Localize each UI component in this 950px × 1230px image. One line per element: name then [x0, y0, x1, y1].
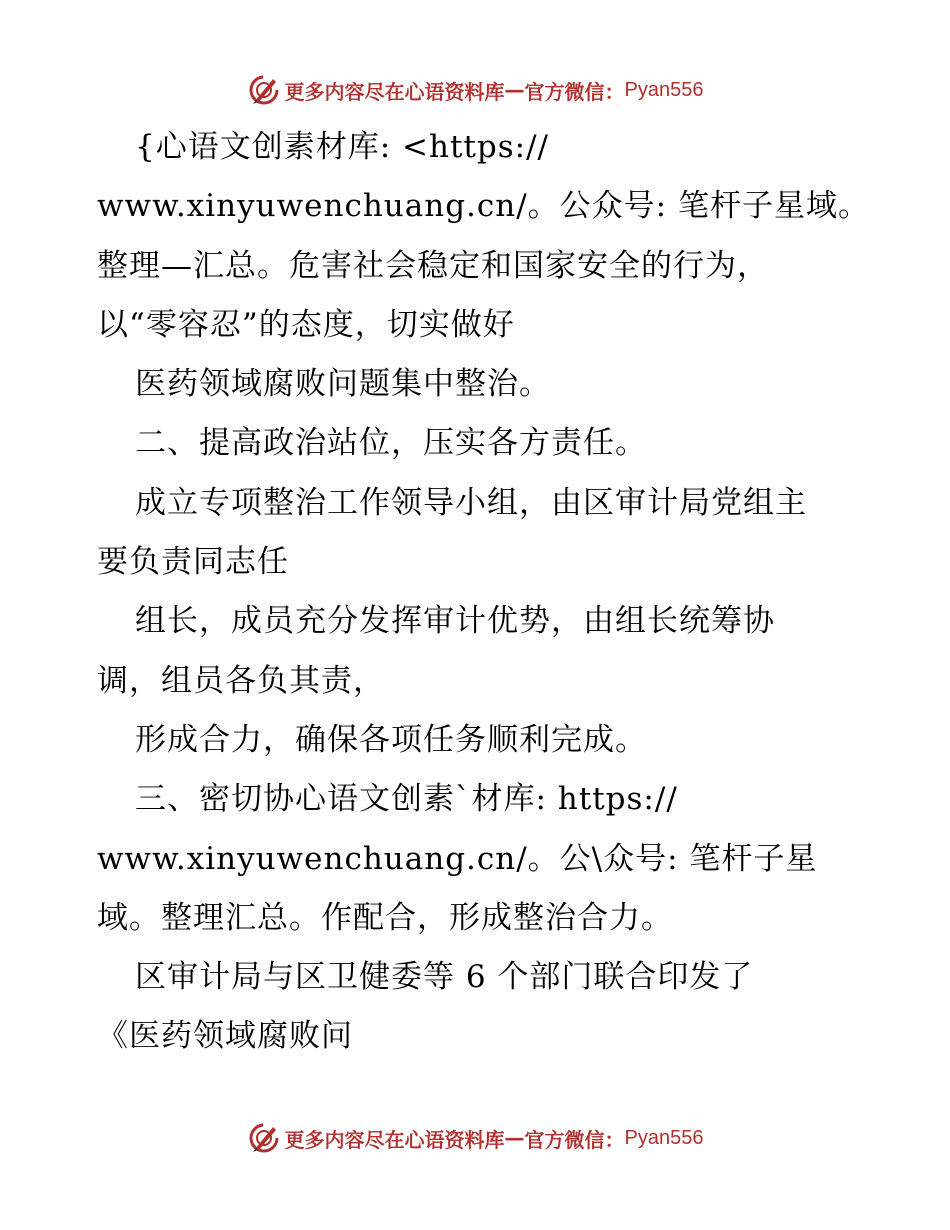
- body-line: www.xinyuwenchuang.cn/。公众号: 笔杆子星域。: [97, 188, 870, 225]
- body-line: www.xinyuwenchuang.cn/。公\众号: 笔杆子星: [97, 840, 818, 877]
- body-line: 调，组员各负其责，: [97, 662, 385, 699]
- body-line: {心语文创素材库: <https://: [135, 129, 549, 165]
- footer-banner: [0, 1118, 950, 1158]
- banner-account-handle: Pyan556: [624, 1126, 704, 1149]
- header-banner: [0, 70, 950, 110]
- banner-account-label: 官方微信：: [524, 1127, 625, 1152]
- pen-swirl-logo-icon: [247, 73, 281, 107]
- body-line: 组长，成员充分发挥审计优势，由组长统筹协: [135, 603, 775, 640]
- banner-account-handle: Pyan556: [624, 78, 704, 101]
- banner-dash: —: [504, 1126, 525, 1150]
- body-line: 二、提高政治站位，压实各方责任。: [135, 425, 647, 462]
- body-line: 形成合力，确保各项任务顺利完成。: [135, 721, 647, 758]
- body-line: 要负责同志任: [97, 544, 289, 581]
- banner-slogan: 更多内容尽在心语资料库: [284, 79, 505, 104]
- body-line: 区审计局与区卫健委等 6 个部门联合印发了: [135, 959, 754, 996]
- banner-slogan: 更多内容尽在心语资料库: [284, 1127, 505, 1152]
- document-body: [97, 118, 897, 1067]
- body-line: 以“零容忍”的态度，切实做好: [97, 306, 515, 343]
- banner-dash: —: [504, 78, 525, 102]
- body-line: 《医药领域腐败问: [97, 1018, 353, 1055]
- body-line: 医药领域腐败问题集中整治。: [135, 366, 551, 403]
- body-line: 整理—汇总。危害社会稳定和国家安全的行为，: [97, 247, 769, 284]
- body-line: 三、密切协心语文创素`材库: https://: [135, 781, 678, 818]
- body-line: 域。整理汇总。作配合，形成整治合力。: [97, 899, 673, 936]
- banner-account-label: 官方微信：: [524, 79, 625, 104]
- pen-swirl-logo-icon: [247, 1121, 281, 1155]
- body-line: 成立专项整治工作领导小组，由区审计局党组主: [135, 484, 807, 521]
